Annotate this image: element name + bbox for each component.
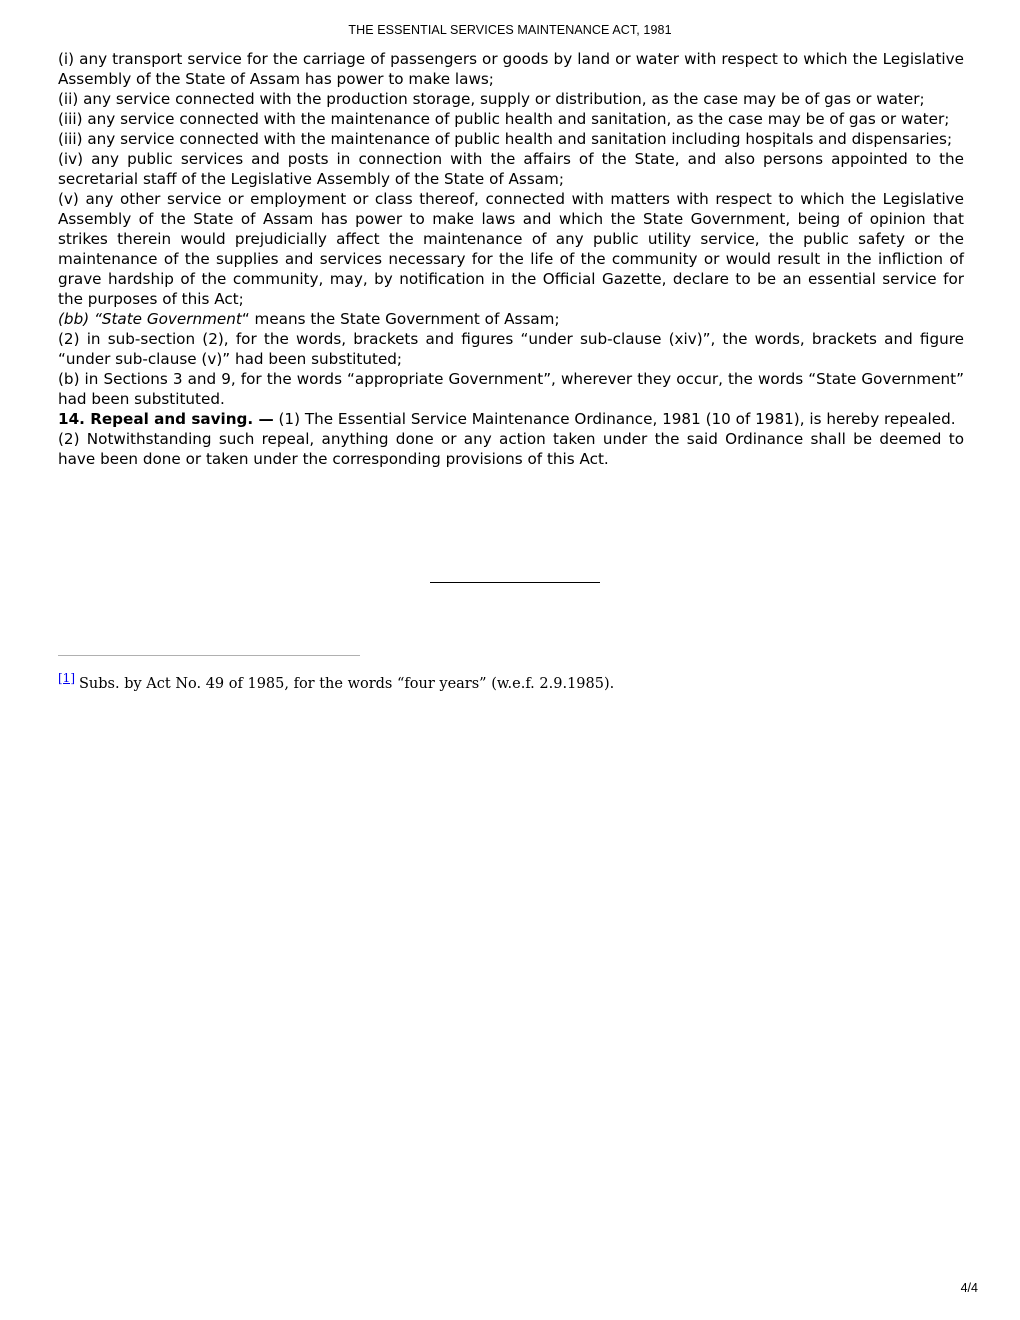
section-14-sub-2: [58, 429, 964, 469]
clause-iii-a: [58, 109, 964, 129]
section-14: [58, 409, 964, 429]
clause-text: (iii) any service connected with the maintenance of public health and sanitation including hospitals and dispensaries;: [58, 130, 953, 148]
clause-text: (b) in Sections 3 and 9, for the words “appropriate Government”, wherever they occur, the words “State Government” had been substituted.: [58, 370, 964, 408]
clause-iii-b: [58, 129, 964, 149]
clause-bb-term: (bb) “State Government: [58, 310, 242, 328]
clause-text: (i) any transport service for the carriage of passengers or goods by land or water with respect to which the Legislative Assembly of the State of Assam has power to make laws;: [58, 50, 964, 88]
clause-text: (2) in sub-section (2), for the words, brackets and figures “under sub-clause (xiv)”, the words, brackets and figure “under sub-clause (v)” had been substituted;: [58, 330, 964, 368]
clause-text: (v) any other service or employment or class thereof, connected with matters with respect to which the Legislative Assembly of the State of Assam has power to make laws and which the State Government, being of opinion that strikes therein would prejudicially affect the maintenance of any public utility service, the public safety or the maintenance of the supplies and services necessary for the life of the community or would result in the infliction of grave hardship of the community, may, by notification in the Official Gazette, declare to be an essential service for the purposes of this Act;: [58, 190, 964, 308]
clause-text: (1) The Essential Service Maintenance Ordinance, 1981 (10 of 1981), is hereby repealed.: [273, 410, 956, 428]
footnote-divider: [58, 655, 360, 656]
clause-iv: [58, 149, 964, 189]
clause-v: [58, 189, 964, 309]
section-heading: 14. Repeal and saving. —: [58, 410, 274, 428]
clause-i: [58, 49, 964, 89]
clause-bb: [58, 309, 964, 329]
footnote-text: Subs. by Act No. 49 of 1985, for the words “four years” (w.e.f. 2.9.1985).: [79, 676, 615, 692]
amendment-2: [58, 329, 964, 369]
clause-text: “ means the State Government of Assam;: [241, 310, 560, 328]
page-number: 4/4: [960, 1281, 978, 1295]
amendment-b: [58, 369, 964, 409]
clause-ii: [58, 89, 964, 109]
clause-text: (ii) any service connected with the production storage, supply or distribution, as the case may be of gas or water;: [58, 90, 925, 108]
clause-text: (2) Notwithstanding such repeal, anything done or any action taken under the said Ordinance shall be deemed to have been done or taken under the corresponding provisions of this Act.: [58, 430, 964, 468]
clause-text: (iii) any service connected with the maintenance of public health and sanitation, as the case may be of gas or water;: [58, 110, 950, 128]
page-header-title: THE ESSENTIAL SERVICES MAINTENANCE ACT, 1981: [348, 23, 672, 37]
footnote: [58, 668, 964, 694]
footnote-ref-link[interactable]: [1]: [58, 671, 75, 685]
clause-text: (iv) any public services and posts in connection with the affairs of the State, and also persons appointed to the secretarial staff of the Legislative Assembly of the State of Assam;: [58, 150, 964, 188]
document-body: [58, 49, 964, 469]
end-separator: [430, 582, 600, 583]
